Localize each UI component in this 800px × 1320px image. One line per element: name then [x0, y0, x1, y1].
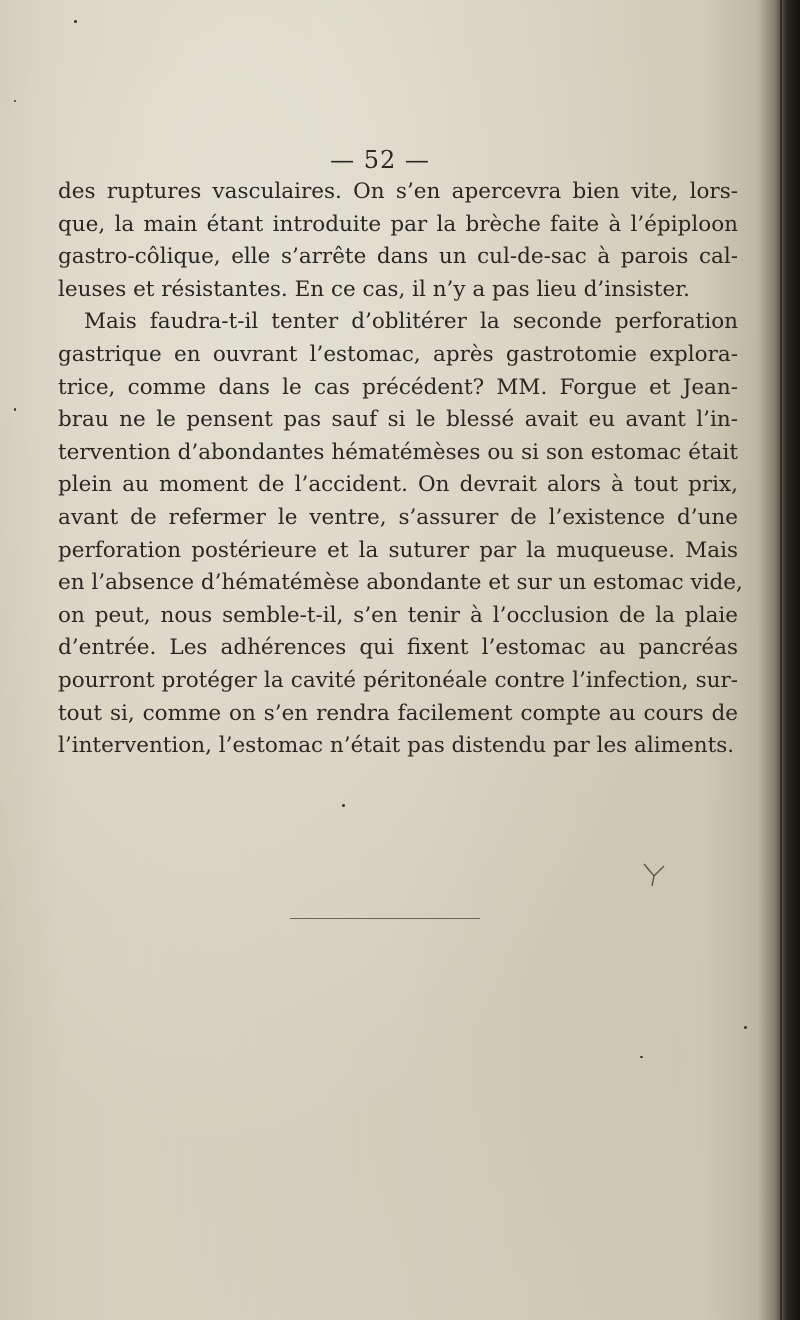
text-line: tout si, comme on s’en rendra facilement compte au cours de [58, 700, 738, 726]
body-text [58, 176, 743, 763]
page-number: — 52 — [330, 146, 430, 174]
text-line: trice, comme dans le cas précédent? MM. Forgue et Jean- [58, 374, 738, 400]
paper-speck [14, 100, 16, 102]
text-line: en l’absence d’hématémèse abondante et sur un estomac vide, [58, 570, 743, 596]
text-line: l’intervention, l’estomac n’était pas distendu par les aliments. [58, 733, 735, 759]
text-line: des ruptures vasculaires. On s’en apercevra bien vite, lors- [58, 179, 738, 204]
text-line: avant de refermer le ventre, s’assurer de l’existence d’une [58, 504, 738, 530]
pencil-mark-icon [640, 860, 668, 890]
text-line: d’entrée. Les adhérences qui fixent l’estomac au pancréas [58, 635, 738, 661]
text-line: gastrique en ouvrant l’estomac, après gastrotomie explora- [58, 341, 738, 367]
text-line: Mais faudra-t-il tenter d’oblitérer la seconde perforation [84, 309, 738, 335]
page-binding-shadow [758, 0, 800, 1320]
paper-speck [640, 1056, 643, 1058]
text-line: gastro-côlique, elle s’arrête dans un cul-de-sac à parois cal- [58, 244, 738, 270]
paper-speck [744, 1026, 747, 1029]
text-line: leuses et résistantes. En ce cas, il n’y a pas lieu d’insister. [58, 276, 691, 302]
text-line: que, la main étant introduite par la brèche faite à l’épiploon [58, 211, 738, 237]
text-line: perforation postérieure et la suturer par la muqueuse. Mais [58, 537, 738, 563]
paper-speck [342, 804, 345, 807]
binding-edge [780, 0, 782, 1320]
paper-speck [74, 20, 77, 23]
text-line: pourront protéger la cavité péritonéale contre l’infection, sur- [58, 667, 738, 693]
text-line: tervention d’abondantes hématémèses ou si son estomac était [58, 439, 738, 465]
text-line: on peut, nous semble-t-il, s’en tenir à l’occlusion de la plaie [58, 602, 738, 628]
text-line: plein au moment de l’accident. On devrait alors à tout prix, [58, 472, 738, 498]
paper-speck [14, 408, 16, 411]
text-line: brau ne le pensent pas sauf si le blessé avait eu avant l’in- [58, 407, 738, 433]
end-rule [290, 918, 480, 919]
